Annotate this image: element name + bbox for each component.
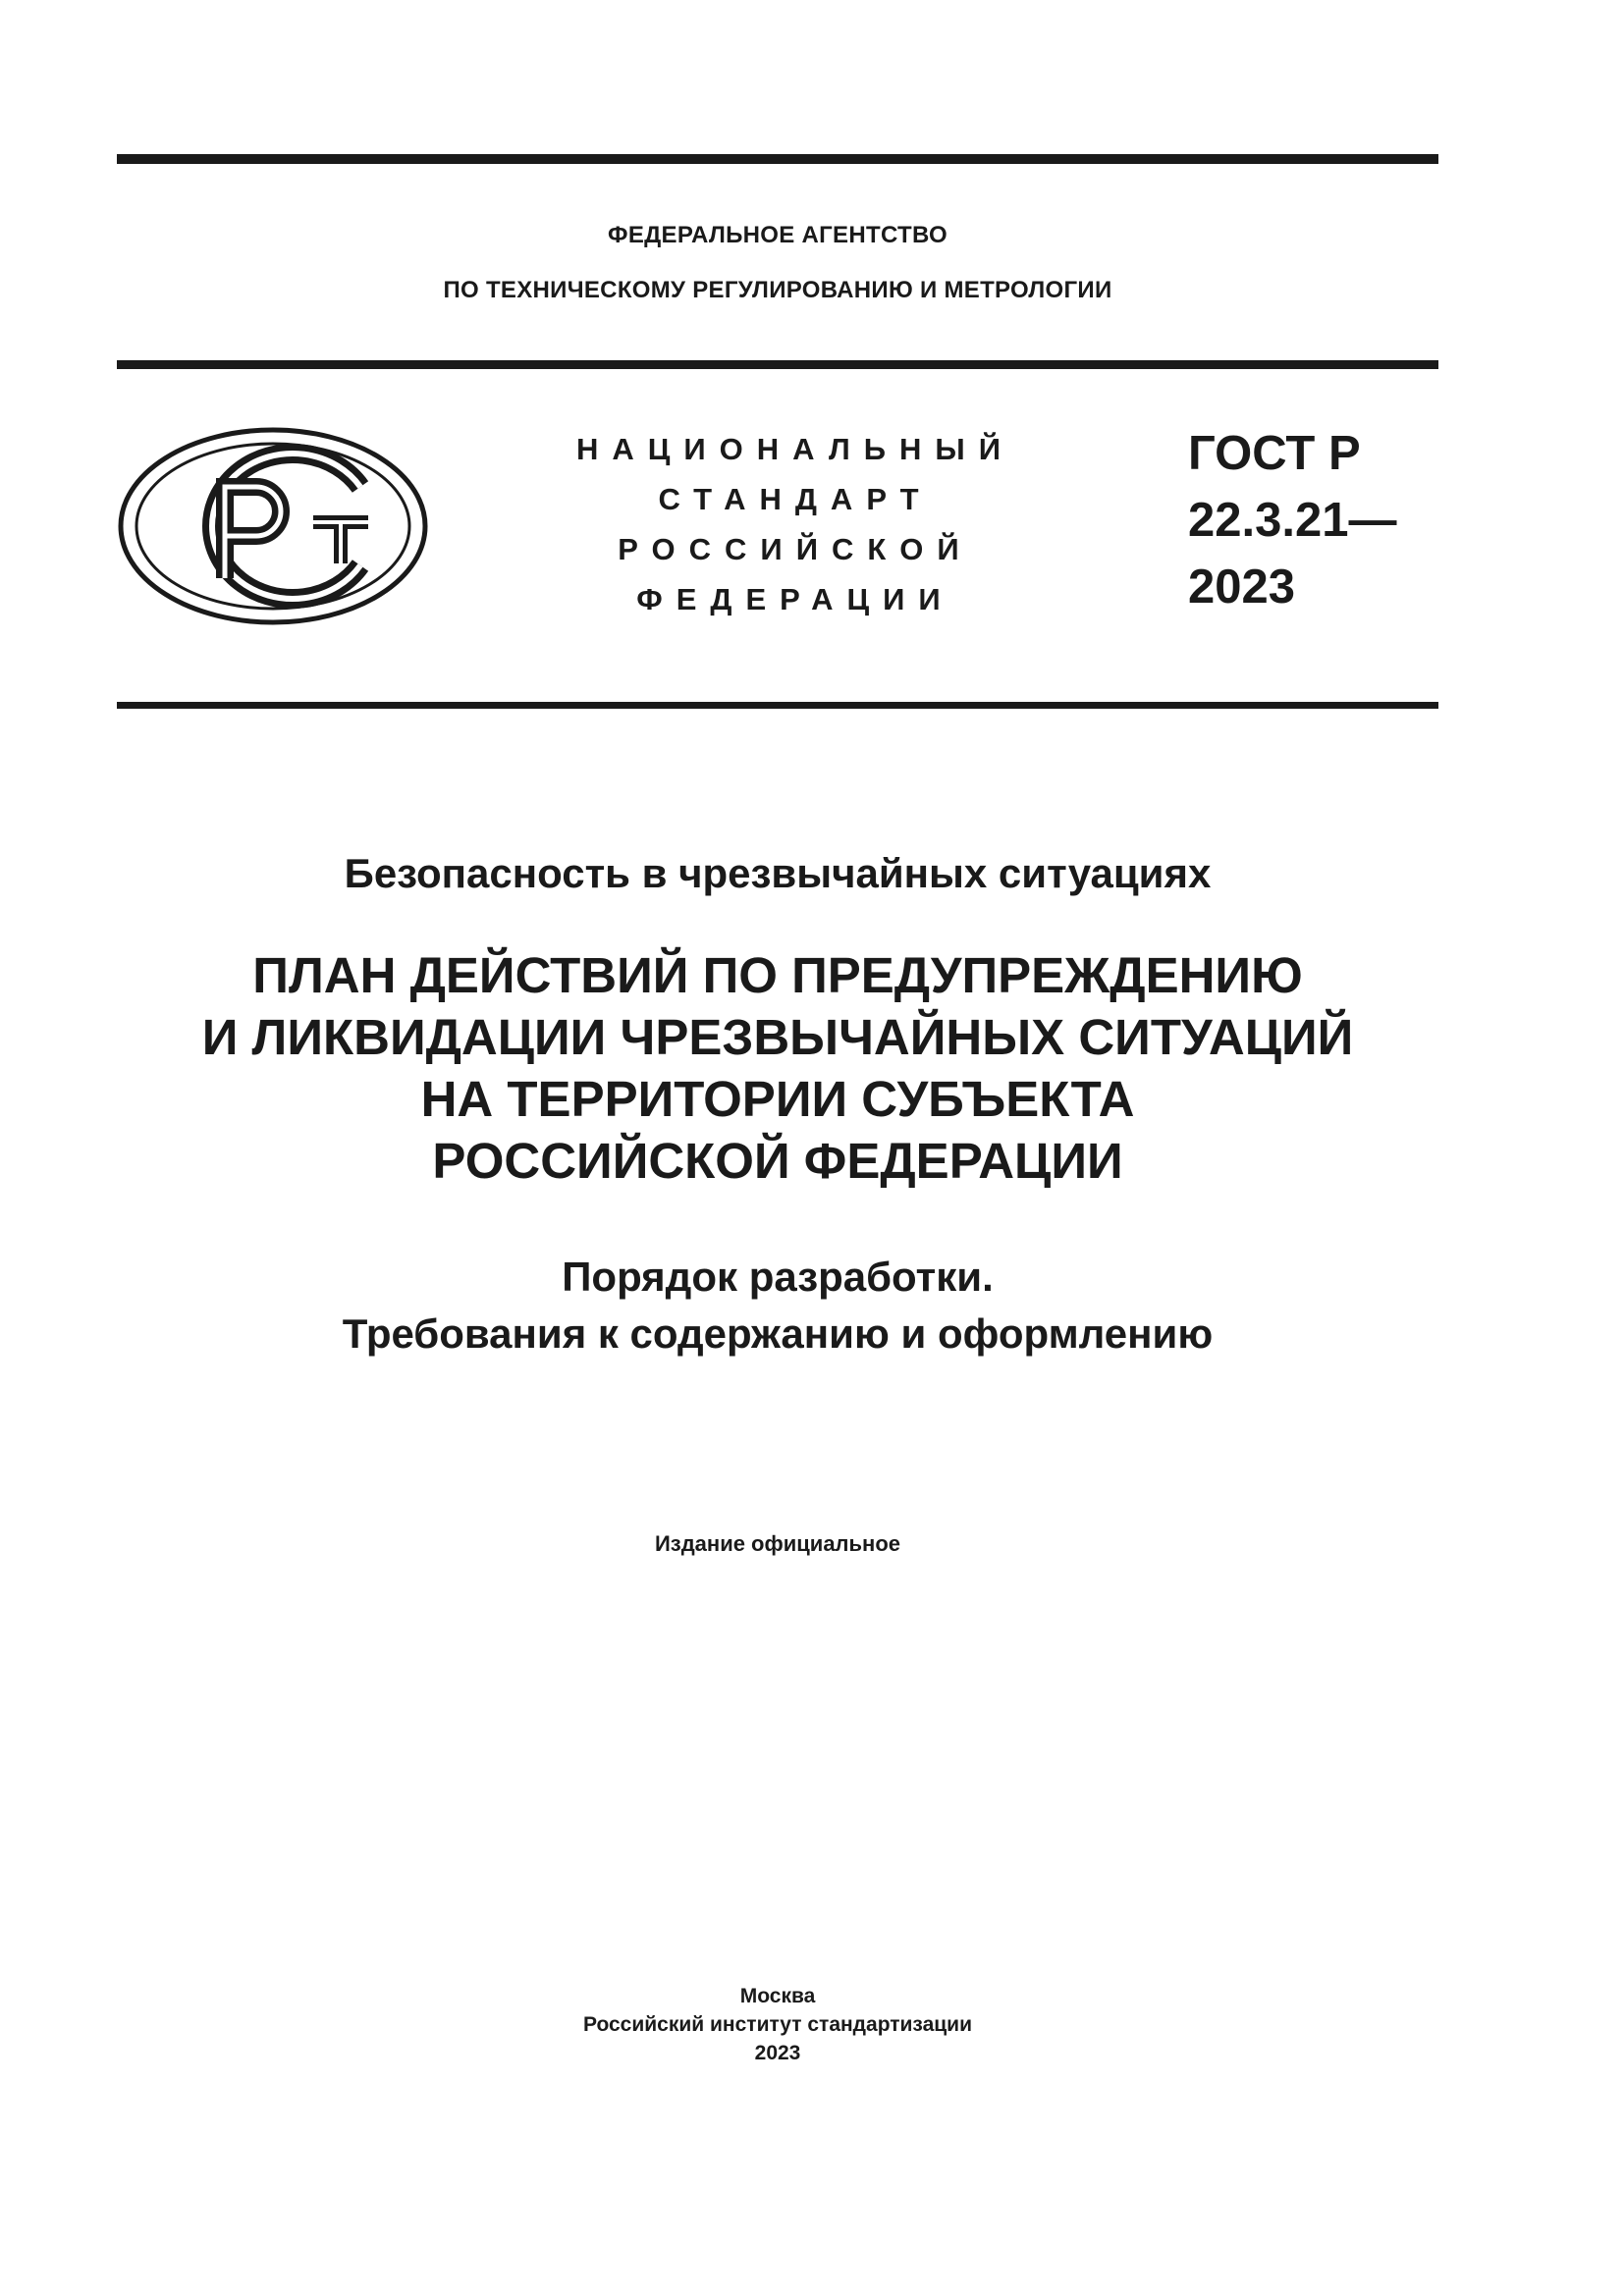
edition-label: Издание официальное bbox=[654, 1531, 901, 1556]
title-line: НА ТЕРРИТОРИИ СУБЪЕКТА bbox=[420, 1071, 1135, 1127]
national-standard-label bbox=[550, 424, 1041, 624]
agency-name-line-1: ФЕДЕРАЛЬНОЕ АГЕНТСТВО bbox=[608, 222, 947, 248]
imprint-publisher: Российский институт стандартизации bbox=[582, 2013, 973, 2036]
national-standard-line: ФЕДЕРАЦИИ bbox=[636, 582, 954, 616]
rst-certification-mark-icon bbox=[117, 426, 429, 626]
imprint-city: Москва bbox=[739, 1985, 816, 2007]
document-title bbox=[117, 944, 1438, 1192]
designation-line: 2023 bbox=[1188, 561, 1296, 614]
title-line: ПЛАН ДЕЙСТВИЙ ПО ПРЕДУПРЕЖДЕНИЮ bbox=[252, 947, 1303, 1003]
top-rule bbox=[117, 154, 1438, 164]
subject-heading: Безопасность в чрезвычайных ситуациях bbox=[344, 850, 1212, 896]
imprint-year: 2023 bbox=[754, 2042, 801, 2064]
standard-designation bbox=[1188, 420, 1397, 620]
designation-line: 22.3.21— bbox=[1188, 494, 1397, 547]
designation-line: ГОСТ Р bbox=[1188, 427, 1361, 480]
subtitle-line: Требования к содержанию и оформлению bbox=[342, 1310, 1214, 1357]
subtitle-line: Порядок разработки. bbox=[562, 1254, 994, 1300]
title-line: РОССИЙСКОЙ ФЕДЕРАЦИИ bbox=[432, 1133, 1123, 1189]
agency-name-line-2: ПО ТЕХНИЧЕСКОМУ РЕГУЛИРОВАНИЮ И МЕТРОЛОГИИ bbox=[443, 277, 1112, 303]
document-subtitle bbox=[117, 1249, 1438, 1362]
national-standard-line: СТАНДАРТ bbox=[658, 482, 933, 516]
title-line: И ЛИКВИДАЦИИ ЧРЕЗВЫЧАЙНЫХ СИТУАЦИЙ bbox=[201, 1009, 1354, 1065]
middle-rule bbox=[117, 360, 1438, 369]
national-standard-line: НАЦИОНАЛЬНЫЙ bbox=[575, 432, 1015, 466]
publisher-imprint bbox=[117, 1982, 1438, 2067]
national-standard-line: РОССИЙСКОЙ bbox=[618, 532, 973, 566]
bottom-rule bbox=[117, 702, 1438, 709]
